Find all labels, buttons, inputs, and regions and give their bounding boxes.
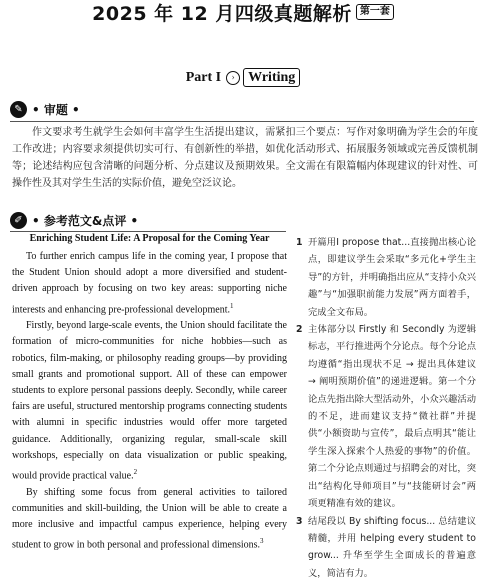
chevron-right-icon: › — [226, 71, 240, 85]
note-item — [296, 513, 476, 582]
set-badge: 第一套 — [356, 4, 394, 20]
part-heading — [0, 68, 486, 87]
comment-notes — [296, 234, 476, 582]
essay-paragraph: Firstly, beyond large-scale events, the Union should facilitate the formation of micro-communities for niche hobbies—such as robotics, film-making, or philosophy reading groups—by providing small grants and promotional support. All of these can empower students to explore personal passions deeply. Secondly, while career fairs are useful, structured mentorship programs connecting students with alumni in specific industries would offer more targeted guidance. Additionally, organizing regular, small-scale skill workshops, especially on data visualization or public speaking, would provide practical value.$^2$ — [12, 318, 287, 484]
review-heading — [10, 101, 80, 118]
note-item — [296, 234, 476, 321]
note-number: 2 — [296, 321, 308, 512]
essay-footnote-mark: 3 — [260, 537, 264, 545]
essay-paragraph: By shifting some focus from general activities to tailored communities and skill-building, the Union will be able to create a more inclusive and impactful campus experience, helping every student to grow in both personal and professional dimensions.$^3$ — [12, 485, 287, 554]
review-body: 作文要求考生就学生会如何丰富学生生活提出建议，需紧扣三个要点：写作对象明确为学生会的年度工作改进；内容要求须提供切实可行、有创新性的举措，如优化活动形式、拓展服务领域或完善反馈机制等；论述结构应包含清晰的问题分析、分点建议及预期效果。全文需在有限篇幅内体现建议的针对性、可操作性及其对学生生活的实际价值，避免空泛议论。 — [12, 124, 478, 192]
sample-title: • 参考范文&点评 • — [32, 212, 138, 229]
review-title: • 审题 • — [32, 101, 80, 118]
part-name: Writing — [243, 68, 300, 87]
essay-title: Enriching Student Life: A Proposal for the Coming Year — [12, 232, 287, 246]
note-number: 3 — [296, 513, 308, 582]
note-item — [296, 321, 476, 512]
note-text: 主体部分以 Firstly 和 Secondly 为逻辑标志，平行推进两个分论点。每个分论点均遵循“指出现状不足 → 提出具体建议 → 阐明预期价值”的递进逻辑。第一个分论点先指出除大型活动外，小众兴趣活动的不足，进而建议支持“微社群”并提供“小额资助与宣传”，最后点明其“能让学生深入探索个人热爱的事物”的价值。第二个分论点则通过与招聘会的对比，突出“结构化导师项目”与“技能研讨会”两项更精准有效的建议。 — [308, 321, 476, 512]
review-divider — [10, 121, 474, 122]
edit-icon: ✐ — [10, 212, 27, 229]
essay-paragraph: To further enrich campus life in the coming year, I propose that the Student Union should adopt a more diversified and student-driven approach by focusing on two key areas: supporting niche interests and enhancing pre-professional development.$^1$ — [12, 249, 287, 318]
essay-footnote-mark: 2 — [134, 468, 138, 476]
note-text: 结尾段以 By shifting focus... 总结建议精髓，并用 helping every student to grow... 升华至学生全面成长的普遍意义，简洁有力。 — [308, 513, 476, 582]
sample-essay — [12, 232, 287, 554]
part-label: Part I — [186, 70, 221, 86]
sample-heading — [10, 212, 138, 229]
pen-icon: ✎ — [10, 101, 27, 118]
note-text: 开篇用I propose that...直接抛出核心论点，即建议学生会采取“多元化+学生主导”的方针，并明确指出应从“支持小众兴趣”与“加强职前能力发展”两方面着手，完成全文布局。 — [308, 234, 476, 321]
essay-footnote-mark: 1 — [230, 302, 234, 310]
page-header — [0, 0, 486, 24]
note-number: 1 — [296, 234, 308, 321]
page-title: 2025 年 12 月四级真题解析 — [92, 0, 352, 26]
